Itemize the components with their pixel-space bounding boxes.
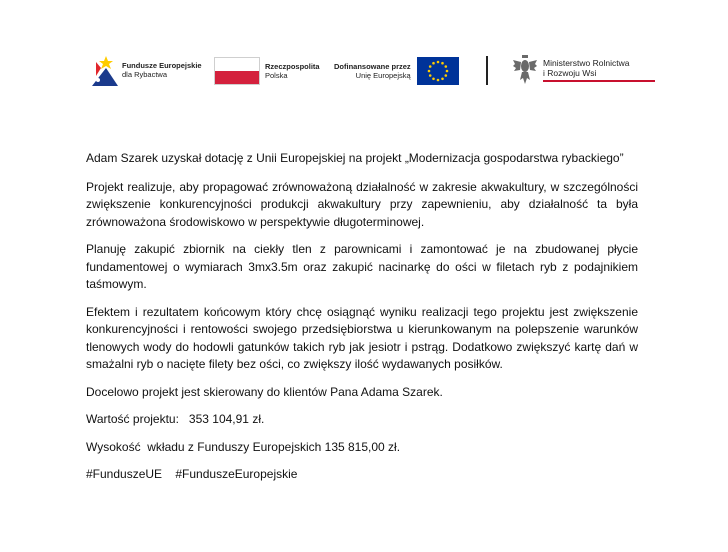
ministerstwo-line2: i Rozwoju Wsi xyxy=(543,68,597,79)
fundusze-line1: Fundusze Europejskie xyxy=(122,61,202,70)
dofinansowane-line2: Unię Europejską xyxy=(355,71,411,80)
rzeczpospolita-line2: Polska xyxy=(265,71,288,80)
eagle-emblem-icon xyxy=(512,54,538,86)
dofinansowane-line1: Dofinansowane przez xyxy=(334,62,411,71)
ministerstwo-underline xyxy=(543,80,655,82)
fundusze-europejskie-logo xyxy=(92,54,202,86)
eu-cofunded-logo xyxy=(334,57,459,85)
fundusze-line2: dla Rybactwa xyxy=(122,70,168,79)
logo-divider xyxy=(486,56,488,85)
document-body xyxy=(86,150,638,494)
rzeczpospolita-line1: Rzeczpospolita xyxy=(265,62,320,71)
paragraph-target-clients: Docelowo projekt jest skierowany do klientów Pana Adama Szarek. xyxy=(86,384,443,399)
project-value: Wartość projektu: 353 104,91 zł. xyxy=(86,412,265,426)
paragraph-project-goal: Projekt realizuje, aby propagować zrównoważoną działalność w zakresie akwakultury, w szczególności zwiększenie konkurencyjności produkcji akwakultury przy zapewnieniu, aby działalność ta była zrównoważona środowiskowo w perspektywie długoterminowej. xyxy=(86,179,638,229)
polish-flag-icon xyxy=(214,57,260,85)
eu-flag-icon xyxy=(417,57,459,85)
logo-bar xyxy=(0,0,728,120)
eu-contribution: Wysokość wkładu z Funduszy Europejskich 135 815,00 zł. xyxy=(86,439,401,454)
fe-star-icon xyxy=(92,54,118,86)
paragraph-results: Efektem i rezultatem końcowym który chcę osiągnąć wyniku realizacji tego projektu jest zwiększenie konkurencyjności i rentowości swojego przedsiębiorstwa u kierunkowanym na polepszenie warunków tlenowych wody do hodowli gatunków takich ryb jak jesiotr i pstrąg. Dodatkowo zwiększyć kartę dań w smażalni ryb o nacięte filety bez ości, co zwiększy ilość wydawanych posiłków. xyxy=(86,304,638,371)
ministerstwo-logo xyxy=(512,54,655,86)
rzeczpospolita-logo xyxy=(214,57,320,85)
paragraph-planned-purchases: Planuję zakupić zbiornik na ciekły tlen z parownicami i zamontować je na zbudowanej płycie fundamentowej o wymiarach 3mx3.5m oraz zakupić nacinarkę do ości w filetach ryb z podajnikiem taśmowym. xyxy=(86,242,638,291)
hashtags: #FunduszeUE #FunduszeEuropejskie xyxy=(86,467,298,481)
ministerstwo-line1: Ministerstwo Rolnictwa xyxy=(543,58,630,69)
document-title: Adam Szarek uzyskał dotację z Unii Europejskiej na projekt „Modernizacja gospodarstwa rybackiego” xyxy=(86,151,624,165)
